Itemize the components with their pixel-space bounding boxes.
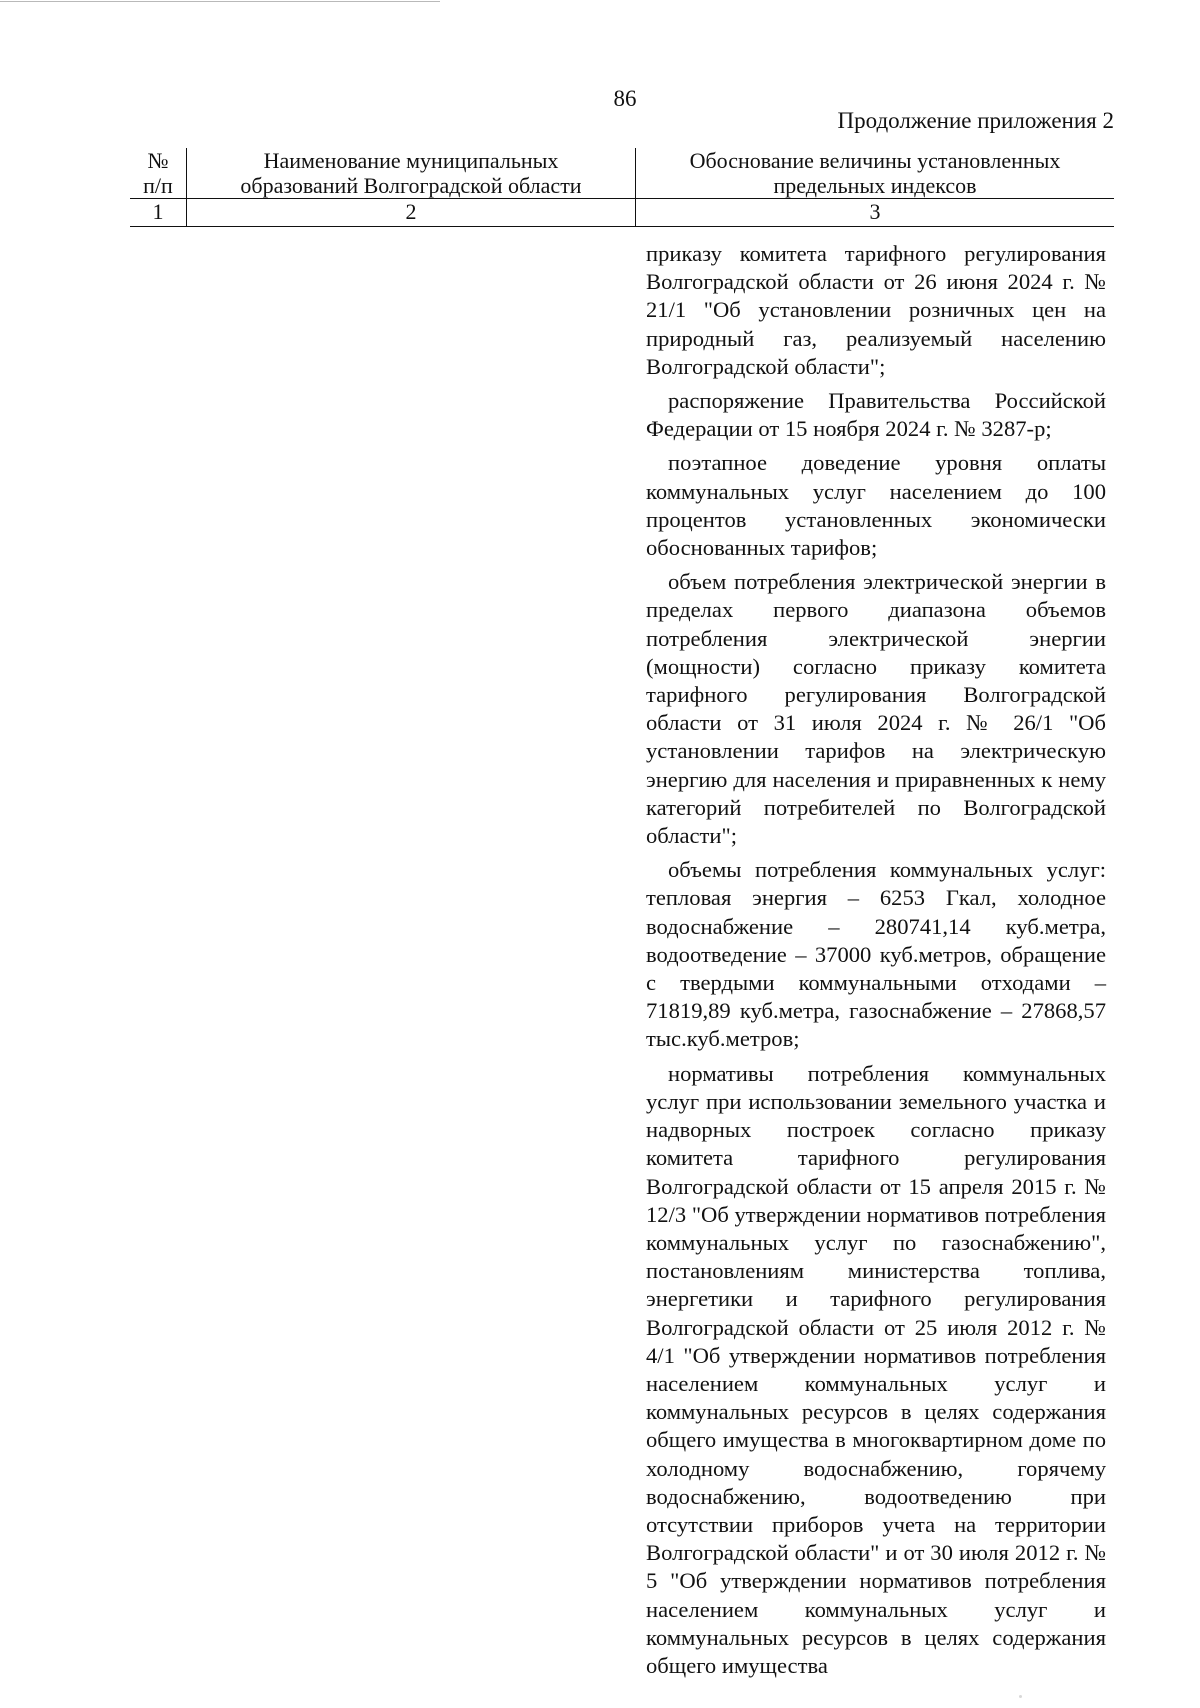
scan-top-edge-line [0,1,440,2]
header-municipality-line1: Наименование муниципальных [263,148,559,173]
continuation-label: Продолжение приложения 2 [837,108,1114,133]
header-municipality-line2: образований Волгоградской области [240,172,582,198]
justification-paragraph: распоряжение Правительства Российской Федерации от 15 ноября 2024 г. № 3287-р; [646,388,1106,442]
scan-speck [1019,1695,1022,1698]
table-header-row [130,148,1114,199]
justification-paragraph: объемы потребления коммунальных услуг: тепловая энергия – 6253 Гкал, холодное водоснабжение – 280741,14 куб.метра, водоотведение – 37000 куб.метров, обращение с твердыми коммунальными отходами – 71819,89 куб.метра, газоснабжение – 27868,57 тыс.куб.метров; [646,857,1106,1052]
header-cell-municipality [187,148,636,199]
justification-paragraph: поэтапное доведение уровня оплаты коммунальных услуг населением до 100 процентов установленных экономически обоснованных тарифов; [646,450,1106,561]
justification-column-text [646,240,1106,1680]
justification-paragraph: нормативы потребления коммунальных услуг при использовании земельного участка и надворных построек согласно приказу комитета тарифного регулирования Волгоградской области от 15 апреля 2015 г. № 12/3 "Об утверждении нормативов потребления коммунальных услуг по газоснабжению", постановлениям министерства топлива, энергетики и тарифного регулирования Волгоградской области от 25 июля 2012 г. № 4/1 "Об утверждении нормативов потребления населением коммунальных услуг и коммунальных ресурсов в целях содержания общего имущества в многоквартирном доме по холодному водоснабжению, горячему водоснабжению, водоотведению при отсутствии приборов учета на территории Волгоградской области" и от 30 июля 2012 г. № 5 "Об утверждении нормативов потребления населением коммунальных услуг и коммунальных ресурсов в целях содержания общего имущества [646,1060,1106,1678]
column-number-1: 1 [130,199,187,227]
column-number-3: 3 [636,199,1115,227]
column-number-row [130,199,1114,227]
header-justification-line2: предельных индексов [773,172,977,198]
page-number: 86 [613,86,637,111]
header-justification-line1: Обоснование величины установленных [689,148,1061,173]
header-cell-justification [636,148,1115,199]
header-cell-number [130,148,187,199]
justification-paragraph: приказу комитета тарифного регулирования Волгоградской области от 26 июня 2024 г. № 21/1 "Об установлении розничных цен на природный газ, реализуемый населению Волгоградской области"; [646,241,1106,379]
column-number-2: 2 [187,199,636,227]
justification-paragraph: объем потребления электрической энергии в пределах первого диапазона объемов потребления электрической энергии (мощности) согласно приказу комитета тарифного регулирования Волгоградской области от 31 июля 2024 г. № 26/1 "Об установлении тарифов на электрическую энергию для населения и приравненных к нему категорий потребителей по Волгоградской области"; [646,569,1106,849]
header-number-line2: п/п [143,172,173,198]
appendix-table-header [130,148,1114,227]
header-number-line1: № [147,148,169,173]
